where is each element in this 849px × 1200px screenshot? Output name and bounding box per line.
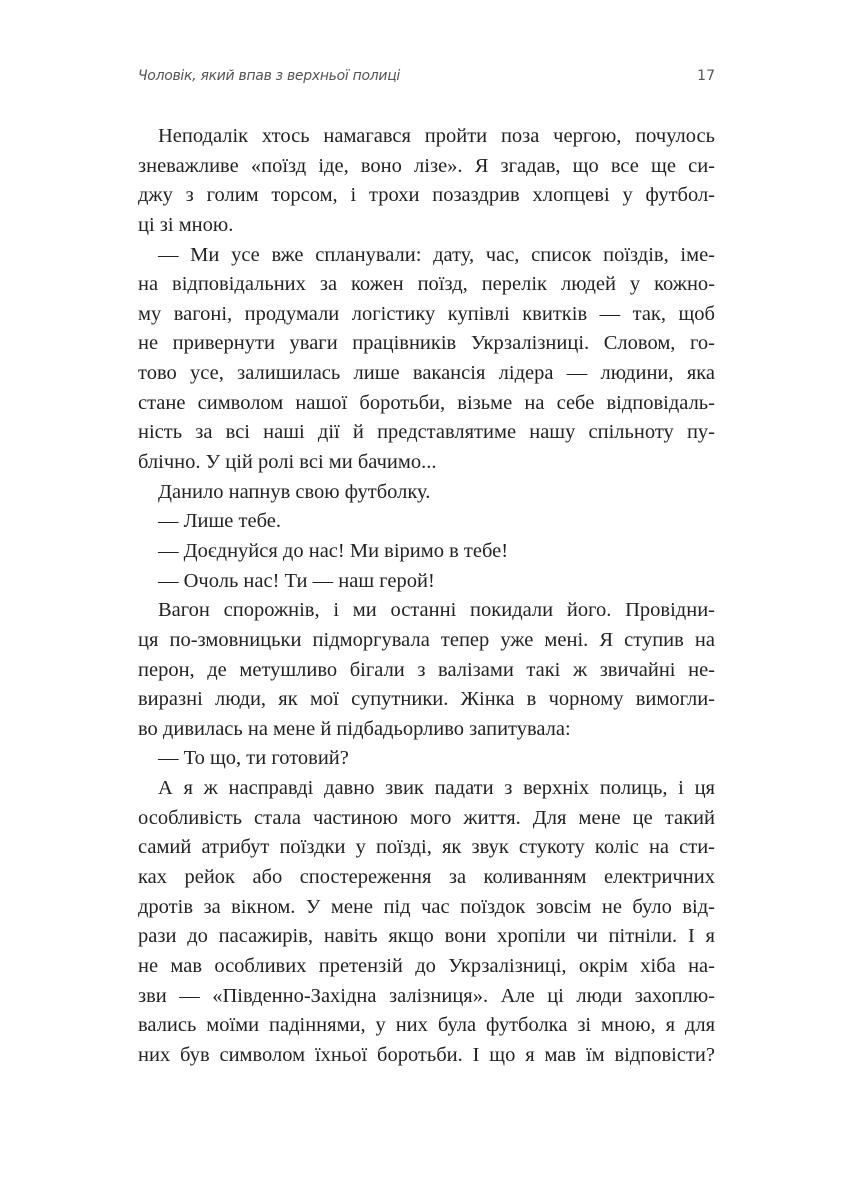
- paragraph: [138, 744, 715, 774]
- text-line: — Доєднуйся до нас! Ми віримо в тебе!: [158, 539, 509, 562]
- text-line: Неподалік хтось намагався пройти поза чергою, почулось: [158, 125, 715, 147]
- text-line: — Лише тебе.: [158, 510, 281, 533]
- text-line: ця по-змовницьки підморгувала тепер уже мені. Я ступив на: [138, 628, 715, 651]
- text-line: зви — «Південно-Західна залізниця». Але ці люди захоплю-: [138, 984, 715, 1007]
- text-line: зневажливе «поїзд іде, воно лізе». Я згадав, що все ще си-: [138, 154, 715, 177]
- running-head: [138, 68, 715, 92]
- text-line: Вагон спорожнів, і ми останні покидали його. Провідни-: [158, 599, 715, 622]
- paragraph: [138, 567, 715, 597]
- running-head-title: Чоловік, який впав з верхньої полиці: [138, 68, 401, 84]
- text-line: му вагоні, продумали логістику купівлі квитків — так, щоб: [138, 302, 715, 325]
- text-line: перон, де метушливо бігали з валізами такі ж звичайні не-: [138, 658, 715, 681]
- text-line: не привернути уваги працівників Укрзалізниці. Словом, го-: [138, 332, 715, 355]
- text-line: А я ж насправді давно звик падати з верхніх полиць, і ця: [158, 777, 715, 800]
- text-line: ках рейок або спостереження за коливанням електричних: [138, 866, 715, 889]
- text-line: вались моїми падіннями, у них була футболка зі мною, я для: [138, 1014, 715, 1037]
- text-line: во дивилась на мене й підбадьорливо запитувала:: [138, 717, 571, 740]
- paragraph: [138, 122, 715, 241]
- text-line: ці зі мною.: [138, 213, 234, 236]
- text-line: рази до пасажирів, навіть якщо вони хропіли чи пітніли. І я: [138, 925, 715, 948]
- paragraph: [138, 774, 715, 1070]
- paragraph: [138, 241, 715, 478]
- text-line: дротів за вікном. У мене під час поїздок зовсім не було від-: [138, 895, 715, 918]
- text-line: не мав особливих претензій до Укрзалізниці, окрім хіба на-: [138, 954, 715, 977]
- text-line: — Очоль нас! Ти — наш герой!: [158, 569, 435, 592]
- page-number: 17: [697, 68, 715, 84]
- text-line: особливість стала частиною мого життя. Для мене це такий: [138, 806, 715, 829]
- text-line: виразні люди, як мої супутники. Жінка в чорному вимогли-: [138, 688, 715, 711]
- paragraph: [138, 507, 715, 537]
- text-line: них був символом їхньої боротьби. І що я мав їм відповісти?: [138, 1043, 715, 1066]
- text-line: стане символом нашої боротьби, візьме на себе відповідаль-: [138, 391, 715, 414]
- text-line: джу з голим торсом, і трохи позаздрив хлопцеві у футбол-: [138, 184, 715, 207]
- paragraph: [138, 596, 715, 744]
- paragraph: [138, 537, 715, 567]
- text-line: тово усе, залишилась лише вакансія лідера — людини, яка: [138, 362, 715, 385]
- text-line: — То що, ти готовий?: [158, 747, 349, 770]
- text-line: Данило напнув свою футболку.: [158, 480, 431, 503]
- text-line: самий атрибут поїздки у поїзді, як звук стукоту коліс на сти-: [138, 836, 715, 859]
- text-line: на відповідальних за кожен поїзд, перелік людей у кожно-: [138, 273, 715, 296]
- body-text: [138, 122, 715, 1071]
- text-line: — Ми усе вже спланували: дату, час, список поїздів, іме-: [158, 243, 715, 266]
- paragraph: [138, 478, 715, 508]
- text-line: ність за всі наші дії й представлятиме нашу спільноту пу-: [138, 421, 715, 444]
- text-line: блічно. У цій ролі всі ми бачимо...: [138, 451, 437, 474]
